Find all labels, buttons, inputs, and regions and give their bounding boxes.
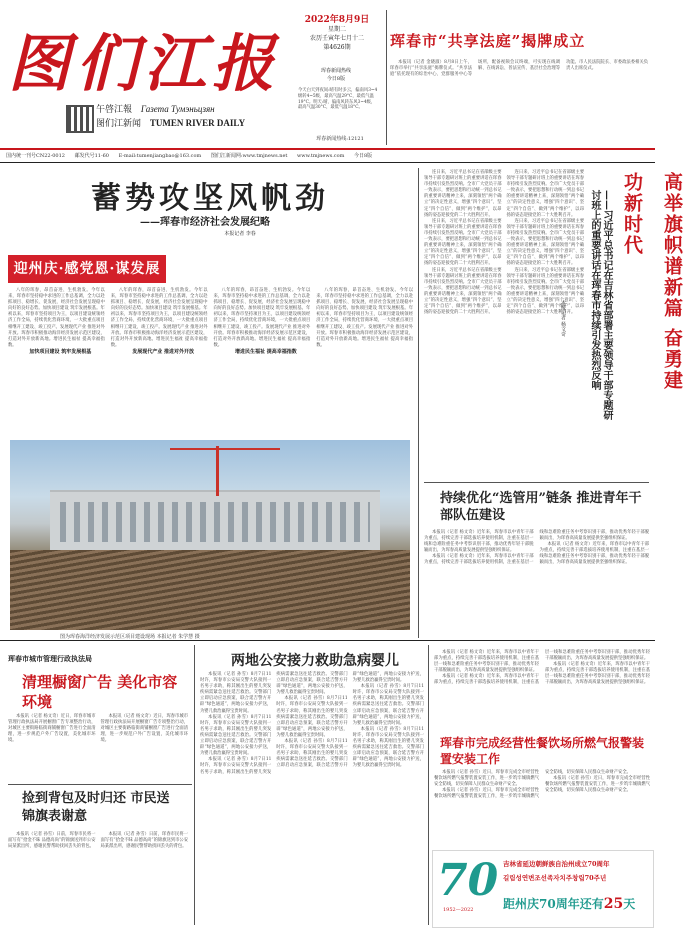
lunar-date: 农历壬寅年七月十二 [309,35,364,42]
countdown-number: 25 [603,896,624,912]
masthead [0,0,655,145]
cn-number: 国内统一刊号CN22-0012 [6,153,65,159]
date-block [293,12,381,52]
ad-story-headline: 清理橱窗广告 美化市容环境 [22,673,178,711]
gas-story-top-body: 本报讯（记者 杨文奇）近年来，珲春市以中青年干部为重点，持续完善干部选拔培养使用机制，注重在基层一线和急难险重任务中考察识别干部，推动优秀年轻干部脱颖而出，为珲春高质量发展提供坚强组织保证。 本报讯（记者 杨文奇）近年来，珲春市以中青年干部为重点，持续完善干部选拔培养使用机制，注重在基层一线和急难险重任务中考察识别干部，推动优秀年轻干部脱颖而出，为珲春高质量发展提供坚强组织保证。 本报讯（记者 杨文奇）近年来，珲春市以中青年干部为重点，持续完善干部选拔培养使用机制，注重在基层一线和急难险重任务中考察识别干部，推动优秀年轻干部脱颖而出，为珲春高质量发展提供坚强组织保证。 [434,650,650,686]
crane-jib [170,448,280,450]
masthead-divider [386,10,387,145]
middle-story-body: 本报讯（记者 杨文奇）近年来，珲春市以中青年干部为重点，持续完善干部选拔培养使用机制，注重在基层一线和急难险重任务中考察识别干部，推动优秀年轻干部脱颖而出，为珲春高质量发展提供坚强组织保证。 本报讯（记者 杨文奇）近年来，珲春市以中青年干部为重点，持续完善干部选拔培养使用机制，注重在基层一线和急难险重任务中考察识别干部，推动优秀年轻干部脱颖而出，为珲春高质量发展提供坚强组织保证。 本报讯（记者 杨文奇）近年来，珲春市以中青年干部为重点，持续完善干部选拔培养使用机制，注重在基层一线和急难险重任务中考察识别干部，推动优秀年轻干部脱颖而出，为珲春高质量发展提供坚强组织保证。 [424,530,649,566]
postal-code: 邮发代号11-60 [74,153,109,159]
info-bar-bottom-rule [0,162,655,163]
gas-story-headline: 珲春市完成经营性餐饮场所燃气报警装置安装工作 [440,736,645,766]
side-story-body: 连日来，习近平总书记在省部级主要领导干部专题研讨班上的重要讲话在珲春市持续引发热烈反响。全市广大党员干部一致表示，要把思想和行动统一到总书记的重要讲话精神上来，深刻领悟“两个确立”的决定性意义，增强“四个意识”、坚定“四个自信”、做到“两个维护”，以昂扬的姿态迎接党的二十大胜利召开。 连日来，习近平总书记在省部级主要领导干部专题研讨班上的重要讲话在珲春市持续引发热烈反响。全市广大党员干部一致表示，要把思想和行动统一到总书记的重要讲话精神上来，深刻领悟“两个确立”的决定性意义，增强“四个意识”、坚定“四个自信”、做到“两个维护”，以昂扬的姿态迎接党的二十大胜利召开。 连日来，习近平总书记在省部级主要领导干部专题研讨班上的重要讲话在珲春市持续引发热烈反响。全市广大党员干部一致表示，要把思想和行动统一到总书记的重要讲话精神上来，深刻领悟“两个确立”的决定性意义，增强“四个意识”、坚定“四个自信”、做到“两个维护”，以昂扬的姿态迎接党的二十大胜利召开。 连日来，习近平总书记在省部级主要领导干部专题研讨班上的重要讲话在珲春市持续引发热烈反响。全市广大党员干部一致表示，要把思想和行动统一到总书记的重要讲话精神上来，深刻领悟“两个确立”的决定性意义，增强“四个意识”、坚定“四个自信”、做到“两个维护”，以昂扬的姿态迎接党的二十大胜利召开。 连日来，习近平总书记在省部级主要领导干部专题研讨班上的重要讲话在珲春市持续引发热烈反响。全市广大党员干部一致表示，要把思想和行动统一到总书记的重要讲话精神上来，深刻领悟“两个确立”的决定性意义，增强“四个意识”、坚定“四个自信”、做到“两个维护”，以昂扬的姿态迎接党的二十大胜利召开。 连日来，习近平总书记在省部级主要领导干部专题研讨班上的重要讲话在珲春市持续引发热烈反响。全市广大党员干部一致表示，要把思想和行动统一到总书记的重要讲话精神上来，深刻领悟“两个确立”的决定性意义，增强“四个意识”、坚定“四个自信”、做到“两个维护”，以昂扬的姿态迎接党的二十大胜利召开。 [424,170,584,316]
logo: 图们江报 [8,27,281,100]
middle-story-headline: 持续优化“选管用”链条 推进青年干部队伍建设 [440,491,642,523]
issue-number: 第4626期 [323,44,351,51]
side-story-headline: 高举旗帜谱新篇 奋勇建功新时代 [621,172,683,391]
side-story-subhead: ——习近平总书记在吉林省部署主要领导干部专题研讨班上的重要讲话在珲春市持续引发热烈反响 [589,190,612,420]
countdown-suffix: 天 [623,897,636,911]
gas-story-body: 本报讯（记者 孙雪）近日，珲春市完成全市经营性餐饮场所燃气报警装置安装工作，进一步筑牢城镇燃气安全防线，切实保障人民群众生命财产安全。 本报讯（记者 孙雪）近日，珲春市完成全市经营性餐饮场所燃气报警装置安装工作，进一步筑牢城镇燃气安全防线，切实保障人民群众生命财产安全。 本报讯（记者 孙雪）近日，珲春市完成全市经营性餐饮场所燃气报警装置安装工作，进一步筑牢城镇燃气安全防线，切实保障人民群众生命财产安全。 [434,770,650,800]
anniversary-countdown [503,895,651,912]
police-story-headline: 两地公安接力救助急病婴儿 [231,653,399,669]
lead-banner: 迎州庆·感党恩·谋发展 [8,255,166,283]
hotline-number: 珲春新闻热线:12121 [316,136,364,142]
side-story-byline: 本报记者 杨文奇 [560,300,566,337]
anniversary-logo-number: 70 [437,855,499,906]
ad-story-kicker: 珲春市城市管理行政执法局 [8,654,92,663]
anniversary-line1: 吉林省延边朝鲜族自治州成立70周年 [503,860,610,868]
top-story-body: 本报讯（记者 金晓淑）8月8日上午，珲春市举行“共享法庭”揭牌仪式。“共享法庭”依托现有的综治中心、党群服务中心等场所，配备视频会议终端，可实现在线调解、在线诉讼、普法宣传、基层社会治理等功能。市人民法院院长、市委政法委相关负责人出席仪式。 [390,60,648,78]
price: 今日8版 [353,153,373,159]
anniversary-logo-years: 1952—2022 [443,907,474,913]
info-bar-top-rule [0,148,655,150]
issue-date: 2022年8月9日 [304,15,370,25]
top-story-headline: 珲春市“共享法庭”揭牌成立 [390,32,586,50]
lead-subhead: ——珲春市经济社会发展纪略 [140,217,270,228]
website-2[interactable]: www.tmjnews.com [297,153,345,159]
ad-story-body: 本报讯（记者 杨文奇）近日，珲春市城市管理行政执法局开展橱窗广告专项整治行动，对城区主要街路临街商铺橱窗广告进行全面清理，进一步规范户外广告设置，美化城市环境。 本报讯（记者 杨文奇）近日，珲春市城市管理行政执法局开展橱窗广告专项整治行动，对城区主要街路临街商铺橱窗广告进行全面清理，进一步规范户外广告设置，美化城市环境。 [8,714,188,744]
rebar-piles [10,550,410,630]
countdown-prefix: 距州庆70周年还有 [503,897,604,911]
lower-rule [0,640,655,641]
bottom-mid-divider [428,645,429,925]
anniversary-logo [437,855,499,915]
hotline-label: 珲春新闻热线 [320,68,351,74]
side-story-rule [424,482,649,483]
wallet-story-rule [8,784,192,785]
masthead-subtitle-row1: 午啓江報 Газета Тумэньцзян [96,104,215,115]
bottom-left-divider [194,645,195,925]
building-windows [60,502,370,542]
lead-photo [10,440,410,630]
crane-mast [216,446,219,496]
qr-code [66,105,94,133]
masthead-subtitle-row2: 图们江新闻 TUMEN RIVER DAILY [96,118,246,129]
lead-photo-caption: 图为珲春海洋经济发展示范区项目建设现场 本报记者 朱学慧 摄 [60,634,200,640]
wallet-story-body: 本报讯（记者 孙雪）日前，珲春市民将一面写有“拾金不昧 品德高尚”的锦旗送到市公安局某派出所，感谢民警帮助找回丢失的背包。 本报讯（记者 孙雪）日前，珲春市民将一面写有“拾金不昧 品德高尚”的锦旗送到市公安局某派出所，感谢民警帮助找回丢失的背包。 [8,832,188,850]
police-story-body: 本报讯（记者 孙雪）8月7日11时许，珲春市公安局交警大队接到一名男子求助，称其刚出生的婴儿突发疾病需紧急送往延吉救治。交警部门立即启动应急预案，联合延吉警方开辟“绿色通道”，两地公安接力护送，为婴儿救治赢得宝贵时间。 本报讯（记者 孙雪）8月7日11时许，珲春市公安局交警大队接到一名男子求助，称其刚出生的婴儿突发疾病需紧急送往延吉救治。交警部门立即启动应急预案，联合延吉警方开辟“绿色通道”，两地公安接力护送，为婴儿救治赢得宝贵时间。 本报讯（记者 孙雪）8月7日11时许，珲春市公安局交警大队接到一名男子求助，称其刚出生的婴儿突发疾病需紧急送往延吉救治。交警部门立即启动应急预案，联合延吉警方开辟“绿色通道”，两地公安接力护送，为婴儿救治赢得宝贵时间。 本报讯（记者 孙雪）8月7日11时许，珲春市公安局交警大队接到一名男子求助，称其刚出生的婴儿突发疾病需紧急送往延吉救治。交警部门立即启动应急预案，联合延吉警方开辟“绿色通道”，两地公安接力护送，为婴儿救治赢得宝贵时间。 本报讯（记者 孙雪）8月7日11时许，珲春市公安局交警大队接到一名男子求助，称其刚出生的婴儿突发疾病需紧急送往延吉救治。交警部门立即启动应急预案，联合延吉警方开辟“绿色通道”，两地公安接力护送，为婴儿救治赢得宝贵时间。 本报讯（记者 孙雪）8月7日11时许，珲春市公安局交警大队接到一名男子求助，称其刚出生的婴儿突发疾病需紧急送往延吉救治。交警部门立即启动应急预案，联合延吉警方开辟“绿色通道”，两地公安接力护送，为婴儿救治赢得宝贵时间。 本报讯（记者 孙雪）8月7日11时许，珲春市公安局交警大队接到一名男子求助，称其刚出生的婴儿突发疾病需紧急送往延吉救治。交警部门立即启动应急预案，联合延吉警方开辟“绿色通道”，两地公安接力护送，为婴儿救治赢得宝贵时间。 [200,672,424,775]
weather-box: 今天白天到夜间:晴有时多云，偏南风3~4级转4~5级，最高气温29°C，最低气温19°C。明天:晴，偏南风转东风3~4级，最高气温30°C，最低气温18°C。 [298,88,378,111]
weekday: 星期二 [327,26,346,33]
anniversary-line2: 길림성연변조선족자치주창립70주년 [503,874,607,882]
email[interactable]: E-mail:tumenjiangbao@163.com [118,153,202,159]
anniversary-ad [432,850,654,928]
daily-label: 今日8版 [326,76,346,82]
info-bar [6,151,650,161]
lead-divider [418,168,419,638]
wallet-story-headline: 捡到背包及时归还 市民送锦旗表谢意 [22,791,170,824]
lead-body: 八年的珲春，昂首奋进、生机勃发。今年以来，珲春市坚持稳中求进的工作总基调，全力以赴抓项目、稳增长、促发展，经济社会发展呈现稳中向好的良好态势。加快项目建设 筑牢发展根基。年初以来，珲春市坚持项目为王，以项目建设统领经济工作全局，持续优化营商环境，一大批重点项目相继开工建设、竣工投产。发展现代产业 推进对外开放。珲春市积极推动海洋经济发展示范区建设，打造对外开放新高地。增进民生福祉 提高幸福指数。 加快项目建设 筑牢发展根基 八年的珲春，昂首奋进、生机勃发。今年以来，珲春市坚持稳中求进的工作总基调，全力以赴抓项目、稳增长、促发展，经济社会发展呈现稳中向好的良好态势。加快项目建设 筑牢发展根基。年初以来，珲春市坚持项目为王，以项目建设统领经济工作全局，持续优化营商环境，一大批重点项目相继开工建设、竣工投产。发展现代产业 推进对外开放。珲春市积极推动海洋经济发展示范区建设，打造对外开放新高地。增进民生福祉 提高幸福指数。 发展现代产业 推进对外开放 八年的珲春，昂首奋进、生机勃发。今年以来，珲春市坚持稳中求进的工作总基调，全力以赴抓项目、稳增长、促发展，经济社会发展呈现稳中向好的良好态势。加快项目建设 筑牢发展根基。年初以来，珲春市坚持项目为王，以项目建设统领经济工作全局，持续优化营商环境，一大批重点项目相继开工建设、竣工投产。发展现代产业 推进对外开放。珲春市积极推动海洋经济发展示范区建设，打造对外开放新高地。增进民生福祉 提高幸福指数。 增进民生福祉 提高幸福指数 八年的珲春，昂首奋进、生机勃发。今年以来，珲春市坚持稳中求进的工作总基调，全力以赴抓项目、稳增长、促发展，经济社会发展呈现稳中向好的良好态势。加快项目建设 筑牢发展根基。年初以来，珲春市坚持项目为王，以项目建设统领经济工作全局，持续优化营商环境，一大批重点项目相继开工建设、竣工投产。发展现代产业 推进对外开放。珲春市积极推动海洋经济发展示范区建设，打造对外开放新高地。增进民生福祉 提高幸福指数。 [8,288,413,355]
website[interactable]: 图们江新闻网:www.tmjnews.net [210,153,288,159]
lead-headline: 蓄势攻坚风帆劲 [91,181,329,216]
lead-byline: 本报记者 李春 [224,231,256,237]
